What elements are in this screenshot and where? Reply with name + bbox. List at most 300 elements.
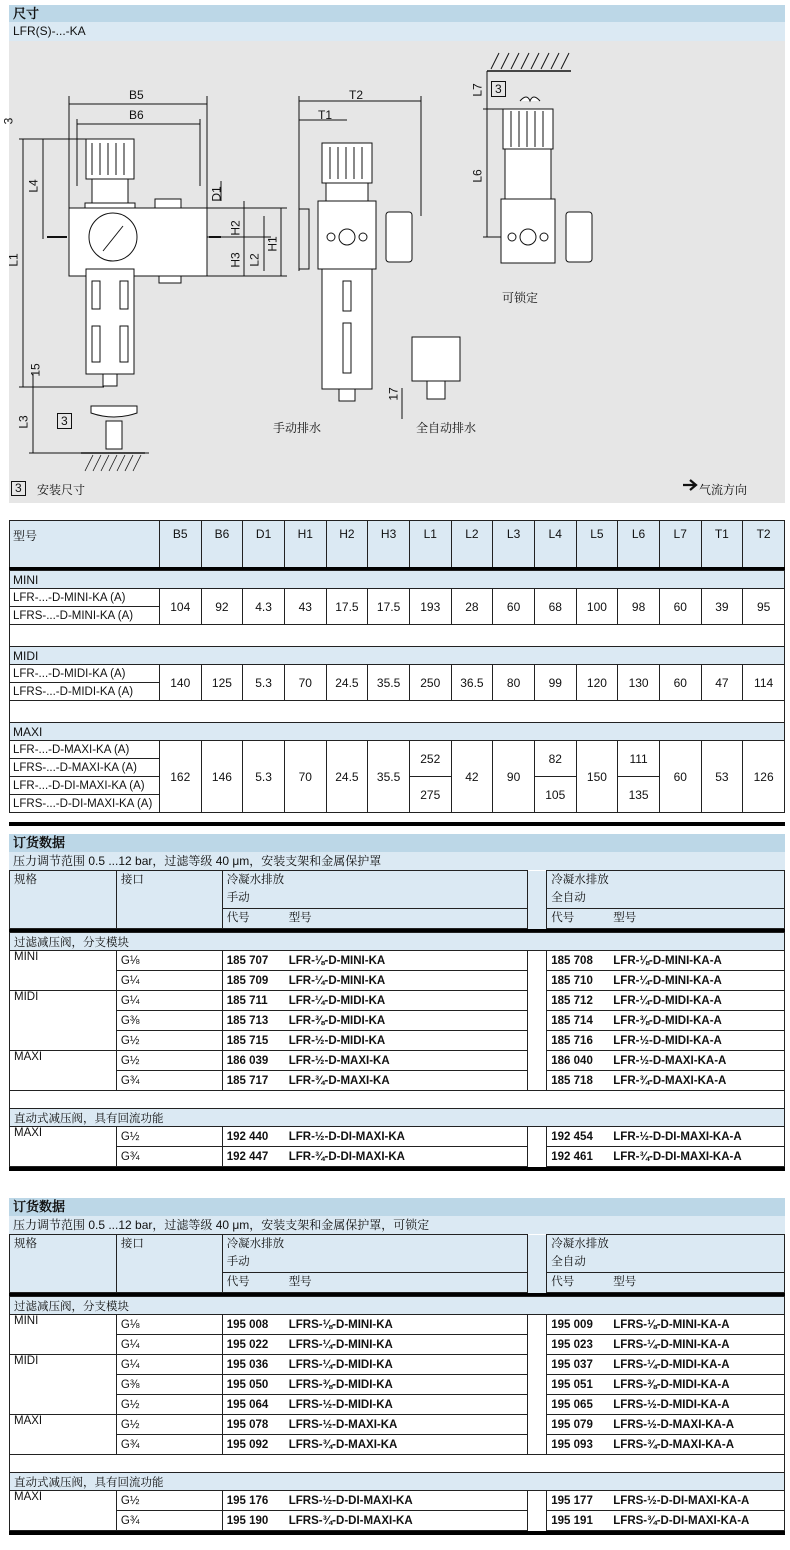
part-number: 195 079: [551, 1418, 593, 1431]
order-table: [9, 870, 785, 929]
type-code: LFRS-⅛-D-MINI-KA-A: [613, 1318, 730, 1331]
auto-code-cell: [547, 1395, 785, 1415]
order-title: 订货数据: [9, 1198, 785, 1216]
order-table-lockable: [9, 1198, 785, 1535]
order-subtitle: 压力调节范围 0.5 ...12 bar，过滤等级 40 μm，安装支架和金属保护罩: [9, 852, 785, 870]
manual-code-cell: [222, 1415, 528, 1435]
gap-cell: [528, 1127, 547, 1167]
order-table-body: [9, 1296, 785, 1531]
code-label: 代号: [551, 1276, 575, 1288]
auto-code-cell: [547, 1511, 785, 1531]
part-number: 195 023: [551, 1338, 593, 1351]
manual-code-cell: [222, 1147, 528, 1167]
port-cell: G⅛: [116, 951, 222, 971]
value-l7: 60: [659, 665, 701, 701]
legend-flow-direction: 气流方向: [699, 483, 748, 497]
manual-code-cell: [222, 1315, 528, 1335]
port-cell: G¾: [116, 1147, 222, 1167]
value-t1: 39: [701, 589, 743, 625]
column-header-d1: D1: [243, 521, 285, 569]
part-number: 186 039: [226, 1054, 269, 1067]
column-header-t2: T2: [743, 521, 785, 569]
port-cell: G¾: [116, 1435, 222, 1455]
front-view: [16, 96, 287, 453]
value-l2: 42: [451, 741, 493, 813]
order-subtitle: 压力调节范围 0.5 ...12 bar，过滤等级 40 μm，安装支架和金属保护罩，可锁定: [9, 1216, 785, 1234]
column-header-b5: B5: [159, 521, 201, 569]
port-cell: G½: [116, 1127, 222, 1147]
table-row: [10, 589, 785, 607]
value-t1: 53: [701, 741, 743, 813]
section-name: 过滤减压阀，分支模块: [10, 1297, 785, 1315]
section-name: 直动式减压阀，具有回流功能: [10, 1109, 785, 1127]
column-header-h3: H3: [368, 521, 410, 569]
auto-code-cell: [547, 1491, 785, 1511]
manual-code-cell: [222, 1375, 528, 1395]
column-header-l5: L5: [576, 521, 618, 569]
type-cell: LFR-...-D-MIDI-KA (A): [10, 665, 160, 683]
order-row: [10, 1355, 785, 1375]
part-number: 195 190: [226, 1514, 269, 1527]
part-number: 192 461: [551, 1150, 593, 1163]
spacer-row: [10, 701, 785, 723]
hatch-floor: [81, 453, 145, 471]
label-d1: D1: [209, 186, 224, 202]
value-l4: 68: [534, 589, 576, 625]
order-row: [10, 1435, 785, 1455]
value-d1: 5.3: [243, 665, 285, 701]
dimensions-subtitle: LFR(S)-...-KA: [9, 22, 785, 41]
value-l1: 250: [409, 665, 451, 701]
group-row: [10, 571, 785, 589]
port-cell: G¼: [116, 1355, 222, 1375]
type-code: LFR-⅛-D-MINI-KA-A: [613, 954, 722, 967]
column-header-l3: L3: [493, 521, 535, 569]
size-cell: MAXI: [10, 1127, 117, 1167]
type-code: LFR-½-D-DI-MAXI-KA: [288, 1130, 405, 1143]
column-header-l4: L4: [534, 521, 576, 569]
legend-box-3: 3: [11, 481, 26, 496]
part-number: 185 708: [551, 954, 593, 967]
divider: [9, 1531, 785, 1535]
type-code: LFRS-¾-D-MAXI-KA: [288, 1438, 398, 1451]
type-code: LFR-½-D-MIDI-KA-A: [613, 1034, 722, 1047]
section-name: 直动式减压阀，具有回流功能: [10, 1473, 785, 1491]
header-code-type: [222, 1273, 528, 1293]
auto-label: 全自动: [551, 892, 586, 904]
label-t2: T2: [349, 88, 364, 102]
port-cell: G¼: [116, 971, 222, 991]
label-l6: L6: [470, 169, 485, 183]
order-row: [10, 951, 785, 971]
part-number: 185 715: [226, 1034, 269, 1047]
value-h3: 17.5: [368, 589, 410, 625]
order-table-standard: [9, 834, 785, 1171]
port-cell: G⅛: [116, 1315, 222, 1335]
column-header-h2: H2: [326, 521, 368, 569]
label-l4: L4: [26, 179, 41, 193]
order-row: [10, 1395, 785, 1415]
order-row: [10, 1147, 785, 1167]
part-number: 185 711: [226, 994, 268, 1007]
value-d1: 4.3: [243, 589, 285, 625]
part-number: 192 447: [226, 1150, 269, 1163]
type-label: 型号: [288, 1276, 312, 1288]
value-l7: 60: [659, 741, 701, 813]
value-h2: 17.5: [326, 589, 368, 625]
auto-code-cell: [547, 1315, 785, 1335]
value-b6: 125: [201, 665, 243, 701]
part-number: 195 051: [551, 1378, 593, 1391]
drain-label: 冷凝水排放: [551, 1238, 609, 1250]
dimension-table-body: [9, 570, 785, 813]
type-code: LFR-¾-D-MAXI-KA-A: [613, 1074, 727, 1087]
spacer-row: [10, 1091, 785, 1109]
spacer-cell: [10, 1091, 785, 1109]
order-row: [10, 1335, 785, 1355]
filter-bowl: [86, 269, 134, 374]
value-l3: 90: [493, 741, 535, 813]
size-cell: MINI: [10, 1315, 117, 1355]
drawing-svg: [6, 41, 785, 503]
type-code: LFRS-⅛-D-MINI-KA: [288, 1318, 393, 1331]
type-code: LFR-¼-D-MINI-KA-A: [613, 974, 722, 987]
section-row: [10, 1109, 785, 1127]
part-number: 192 454: [551, 1130, 593, 1143]
column-header-h1: H1: [284, 521, 326, 569]
order-row: [10, 991, 785, 1011]
part-number: 185 718: [551, 1074, 593, 1087]
auto-code-cell: [547, 1031, 785, 1051]
caption-auto-drain: 全自动排水: [416, 421, 477, 435]
column-header-l1: L1: [409, 521, 451, 569]
port-cell: G½: [116, 1051, 222, 1071]
order-row: [10, 1491, 785, 1511]
auto-code-cell: [547, 1051, 785, 1071]
type-label: 型号: [613, 1276, 637, 1288]
value-t2: 95: [743, 589, 785, 625]
legend-mounting: 安装尺寸: [37, 483, 86, 497]
dimensions-title: 尺寸: [9, 5, 785, 22]
order-row: [10, 1415, 785, 1435]
auto-code-cell: [547, 1335, 785, 1355]
spacer-cell: [10, 625, 785, 647]
label-b6: B6: [129, 108, 144, 122]
type-code: LFR-¾-D-MAXI-KA: [288, 1074, 390, 1087]
part-number: 195 078: [226, 1418, 269, 1431]
gap-cell: [528, 1315, 547, 1455]
spacer-row: [10, 625, 785, 647]
manual-code-cell: [222, 1071, 528, 1091]
manual-code-cell: [222, 991, 528, 1011]
value-l4: 82: [534, 741, 576, 777]
spacer-cell: [10, 1455, 785, 1473]
header-auto-drain: [547, 871, 785, 909]
port-cell: G⅜: [116, 1011, 222, 1031]
port-cell: G⅜: [116, 1375, 222, 1395]
label-t1: T1: [318, 108, 333, 122]
type-code: LFRS-½-D-MAXI-KA-A: [613, 1418, 734, 1431]
column-header-port: 接口: [116, 871, 222, 929]
part-number: 185 716: [551, 1034, 593, 1047]
order-row: [10, 1051, 785, 1071]
label-h2: H2: [228, 220, 243, 236]
type-code: LFRS-⅜-D-MIDI-KA-A: [613, 1378, 730, 1391]
header-code-type: [547, 909, 785, 929]
label-l7: L7: [470, 83, 485, 97]
value-l1: 193: [409, 589, 451, 625]
manual-code-cell: [222, 971, 528, 991]
column-header-b6: B6: [201, 521, 243, 569]
column-header-l6: L6: [618, 521, 660, 569]
caption-manual-drain: 手动排水: [273, 421, 322, 435]
group-name: MAXI: [10, 723, 785, 741]
value-t2: 114: [743, 665, 785, 701]
type-cell: LFRS-...-D-MINI-KA (A): [10, 607, 160, 625]
part-number: 195 022: [226, 1338, 269, 1351]
port-cell: G¼: [116, 1335, 222, 1355]
part-number: 185 713: [226, 1014, 269, 1027]
label-3: 3: [1, 117, 16, 125]
column-header-t1: T1: [701, 521, 743, 569]
size-cell: MIDI: [10, 991, 117, 1051]
order-row: [10, 1071, 785, 1091]
type-code: LFRS-¾-D-DI-MAXI-KA: [288, 1514, 413, 1527]
size-cell: MAXI: [10, 1051, 117, 1091]
value-h3: 35.5: [368, 665, 410, 701]
order-row: [10, 971, 785, 991]
part-number: 195 176: [226, 1494, 269, 1507]
gap-cell: [528, 1235, 547, 1293]
label-l3: L3: [16, 415, 31, 429]
value-l3: 80: [493, 665, 535, 701]
value-d1: 5.3: [243, 741, 285, 813]
part-number: 195 177: [551, 1494, 593, 1507]
part-number: 185 707: [226, 954, 269, 967]
value-l3: 60: [493, 589, 535, 625]
label-l2: L2: [247, 253, 262, 267]
type-code: LFR-½-D-MIDI-KA: [288, 1034, 386, 1047]
size-cell: MAXI: [10, 1491, 117, 1531]
column-header-port: 接口: [116, 1235, 222, 1293]
type-code: LFRS-¾-D-MAXI-KA-A: [613, 1438, 734, 1451]
port-cell: G½: [116, 1031, 222, 1051]
manual-code-cell: [222, 1031, 528, 1051]
code-label: 代号: [226, 1276, 250, 1288]
manual-label: 手动: [226, 892, 250, 904]
value-l5: 100: [576, 589, 618, 625]
header-auto-drain: [547, 1235, 785, 1273]
value-l7: 60: [659, 589, 701, 625]
type-code: LFRS-½-D-MIDI-KA-A: [613, 1398, 730, 1411]
type-code: LFR-⅛-D-MINI-KA: [288, 954, 386, 967]
section-row: [10, 1473, 785, 1491]
table-row: [10, 741, 785, 759]
value-l5: 120: [576, 665, 618, 701]
manual-code-cell: [222, 1491, 528, 1511]
value-h1: 70: [284, 665, 326, 701]
column-header-l2: L2: [451, 521, 493, 569]
spacer-row: [10, 1455, 785, 1473]
type-code: LFRS-¼-D-MINI-KA-A: [613, 1338, 730, 1351]
mounting-box-3: 3: [57, 413, 72, 429]
value-l1: 252: [409, 741, 451, 777]
value-l2: 36.5: [451, 665, 493, 701]
type-code: LFR-¾-D-DI-MAXI-KA-A: [613, 1150, 742, 1163]
header-manual-drain: [222, 1235, 528, 1273]
order-table-body: [9, 932, 785, 1167]
value-h3: 35.5: [368, 741, 410, 813]
type-code: LFRS-½-D-DI-MAXI-KA: [288, 1494, 413, 1507]
manual-code-cell: [222, 1127, 528, 1147]
auto-code-cell: [547, 1355, 785, 1375]
value-l4: 99: [534, 665, 576, 701]
type-code: LFR-½-D-MAXI-KA-A: [613, 1054, 727, 1067]
gap-cell: [528, 951, 547, 1091]
part-number: 185 712: [551, 994, 593, 1007]
spacer-cell: [10, 701, 785, 723]
auto-code-cell: [547, 1071, 785, 1091]
group-row: [10, 723, 785, 741]
port-cell: G¼: [116, 991, 222, 1011]
caption-lockable: 可锁定: [502, 291, 539, 305]
value-l4: 105: [534, 777, 576, 813]
order-title: 订货数据: [9, 834, 785, 852]
value-l6: 135: [618, 777, 660, 813]
auto-code-cell: [547, 1375, 785, 1395]
type-code: LFR-¼-D-MINI-KA: [288, 974, 386, 987]
section-name: 过滤减压阀，分支模块: [10, 933, 785, 951]
port-cell: G¾: [116, 1071, 222, 1091]
section-row: [10, 933, 785, 951]
column-header-size: 规格: [10, 871, 117, 929]
value-h1: 43: [284, 589, 326, 625]
size-cell: MIDI: [10, 1355, 117, 1415]
value-h1: 70: [284, 741, 326, 813]
value-b6: 92: [201, 589, 243, 625]
pressure-gauge: [89, 213, 137, 261]
section-row: [10, 1297, 785, 1315]
auto-code-cell: [547, 971, 785, 991]
value-t1: 47: [701, 665, 743, 701]
divider: [9, 1167, 785, 1171]
part-number: 185 714: [551, 1014, 593, 1027]
label-h1: H1: [265, 236, 280, 252]
value-l6: 130: [618, 665, 660, 701]
type-code: LFR-¼-D-MIDI-KA-A: [613, 994, 722, 1007]
lock-box-3: 3: [491, 81, 506, 97]
type-cell: LFRS-...-D-MIDI-KA (A): [10, 683, 160, 701]
manual-code-cell: [222, 1511, 528, 1531]
size-cell: MINI: [10, 951, 117, 991]
group-name: MIDI: [10, 647, 785, 665]
manual-code-cell: [222, 1435, 528, 1455]
value-l1: 275: [409, 777, 451, 813]
auto-code-cell: [547, 1415, 785, 1435]
code-label: 代号: [226, 912, 250, 924]
auto-drain-view: [402, 337, 460, 419]
table-row: [10, 665, 785, 683]
auto-code-cell: [547, 951, 785, 971]
type-code: LFRS-½-D-MIDI-KA: [288, 1398, 393, 1411]
type-cell: LFR-...-D-MINI-KA (A): [10, 589, 160, 607]
part-number: 195 092: [226, 1438, 269, 1451]
order-row: [10, 1127, 785, 1147]
part-number: 192 440: [226, 1130, 269, 1143]
value-l5: 150: [576, 741, 618, 813]
type-cell: LFR-...-D-MAXI-KA (A): [10, 741, 160, 759]
type-code: LFR-¼-D-MIDI-KA: [288, 994, 386, 1007]
flow-arrow-icon: [683, 480, 696, 490]
port-cell: G¾: [116, 1511, 222, 1531]
technical-drawing: [1, 41, 785, 503]
code-label: 代号: [551, 912, 575, 924]
part-number: 195 065: [551, 1398, 593, 1411]
size-cell: MAXI: [10, 1415, 117, 1455]
manual-code-cell: [222, 1335, 528, 1355]
manual-code-cell: [222, 1395, 528, 1415]
order-row: [10, 1315, 785, 1335]
manual-code-cell: [222, 951, 528, 971]
type-code: LFRS-¾-D-DI-MAXI-KA-A: [613, 1514, 750, 1527]
order-row: [10, 1011, 785, 1031]
label-l1: L1: [6, 253, 21, 267]
part-number: 185 709: [226, 974, 269, 987]
side-view: [299, 96, 421, 401]
type-code: LFR-½-D-DI-MAXI-KA-A: [613, 1130, 742, 1143]
manual-label: 手动: [226, 1256, 250, 1268]
column-header-size: 规格: [10, 1235, 117, 1293]
value-b6: 146: [201, 741, 243, 813]
auto-code-cell: [547, 1011, 785, 1031]
header-code-type: [222, 909, 528, 929]
header-code-type: [547, 1273, 785, 1293]
manual-code-cell: [222, 1011, 528, 1031]
manual-code-cell: [222, 1051, 528, 1071]
port-cell: G½: [116, 1491, 222, 1511]
gap-cell: [528, 871, 547, 929]
type-cell: LFR-...-D-DI-MAXI-KA (A): [10, 777, 160, 795]
part-number: 195 191: [551, 1514, 593, 1527]
drain-label: 冷凝水排放: [226, 874, 285, 886]
type-code: LFR-⅜-D-MIDI-KA-A: [613, 1014, 722, 1027]
type-code: LFRS-½-D-DI-MAXI-KA-A: [613, 1494, 750, 1507]
group-name: MINI: [10, 571, 785, 589]
type-code: LFR-½-D-MAXI-KA: [288, 1054, 390, 1067]
auto-code-cell: [547, 991, 785, 1011]
column-header-l7: L7: [659, 521, 701, 569]
auto-code-cell: [547, 1127, 785, 1147]
order-row: [10, 1031, 785, 1051]
type-code: LFRS-¼-D-MINI-KA: [288, 1338, 393, 1351]
drain-label: 冷凝水排放: [551, 874, 609, 886]
port-cell: G½: [116, 1415, 222, 1435]
value-t2: 126: [743, 741, 785, 813]
value-h2: 24.5: [326, 741, 368, 813]
value-b5: 162: [159, 741, 201, 813]
part-number: 185 710: [551, 974, 593, 987]
dimension-header-row: [10, 521, 785, 569]
value-b5: 104: [159, 589, 201, 625]
label-15: 15: [28, 363, 43, 377]
group-row: [10, 647, 785, 665]
value-l6: 98: [618, 589, 660, 625]
type-cell: LFRS-...-D-MAXI-KA (A): [10, 759, 160, 777]
part-number: 195 037: [551, 1358, 593, 1371]
regulator-knob: [86, 139, 134, 179]
value-l2: 28: [451, 589, 493, 625]
type-code: LFR-¾-D-DI-MAXI-KA: [288, 1150, 405, 1163]
